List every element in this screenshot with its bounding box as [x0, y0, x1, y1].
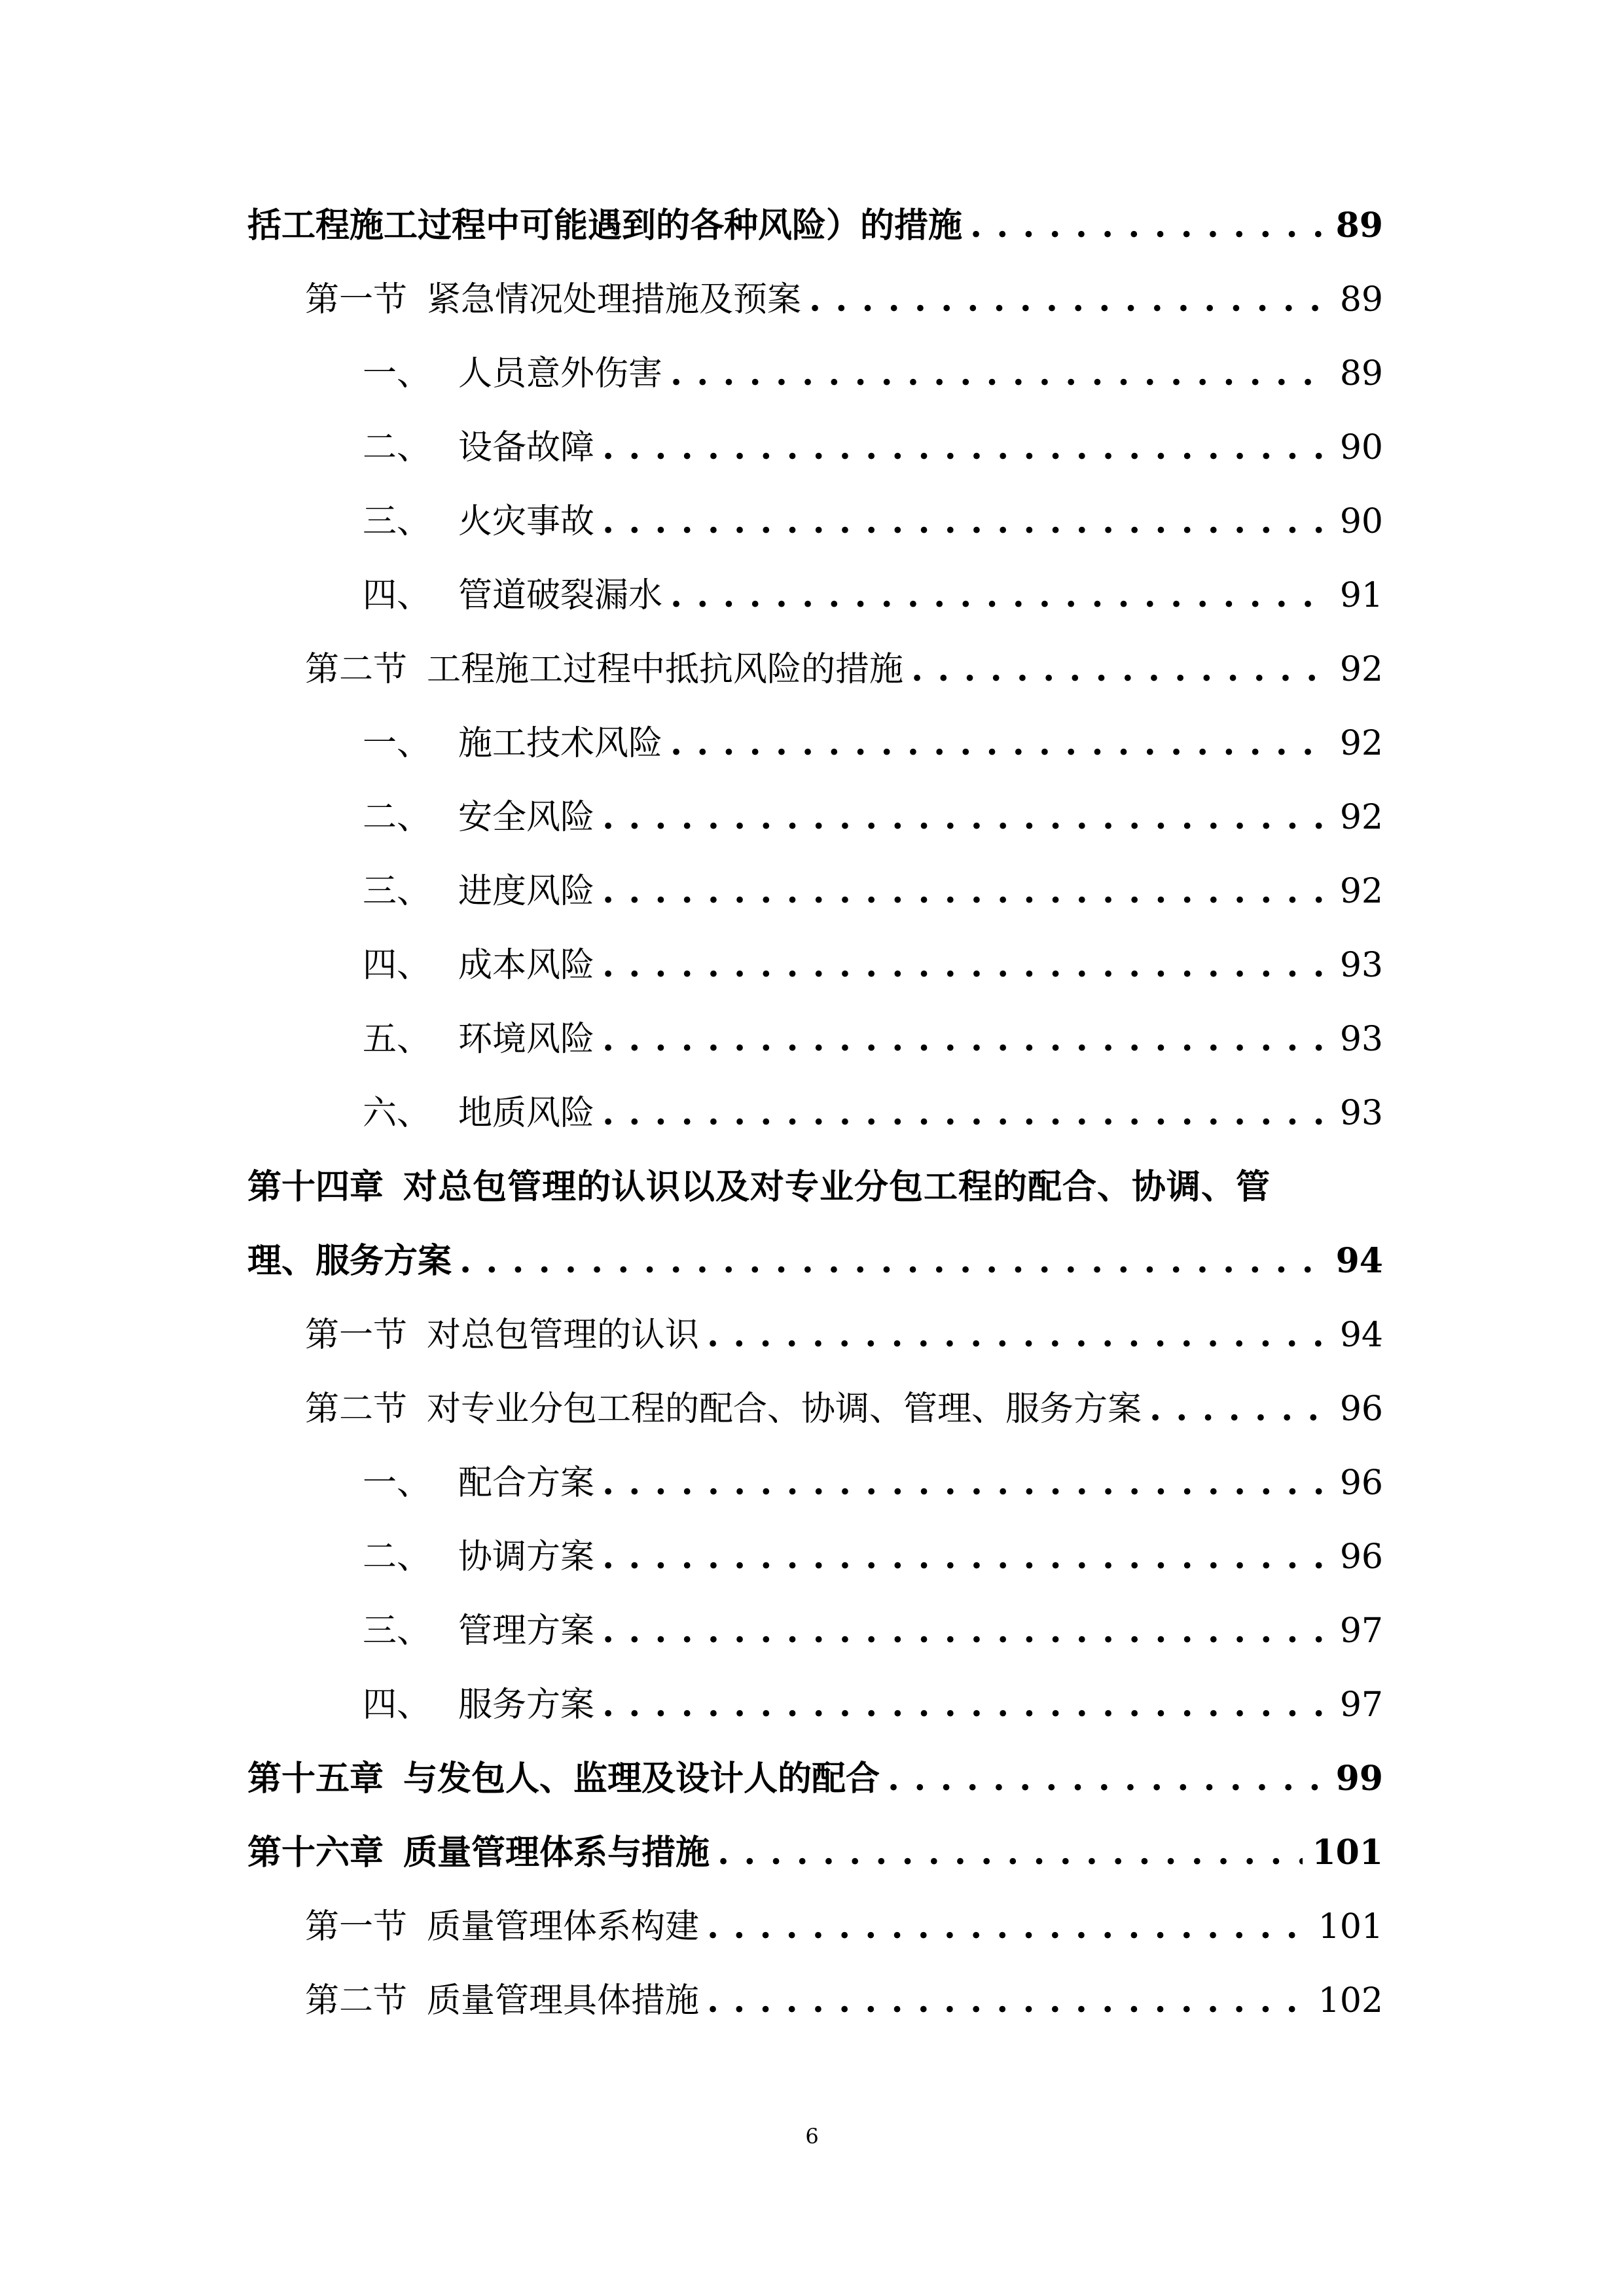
- toc-entry-page: 101: [1318, 1907, 1383, 1946]
- toc-entry[interactable]: [363, 1010, 1383, 1069]
- toc-entry[interactable]: [305, 1897, 1383, 1956]
- toc-entry-page: 97: [1339, 1685, 1383, 1725]
- toc-entry-title: 地质风险: [458, 1094, 595, 1133]
- toc-entry-title: 理、服务方案: [247, 1241, 452, 1281]
- toc-entry[interactable]: [363, 862, 1383, 921]
- toc-entry[interactable]: [363, 1454, 1383, 1513]
- toc-entry[interactable]: [363, 1602, 1383, 1660]
- toc-entry-prefix: 六、: [363, 1094, 431, 1133]
- toc-entry[interactable]: [363, 1676, 1383, 1734]
- toc-entry-page: 89: [1339, 354, 1383, 393]
- toc-entry-page: 94: [1339, 1316, 1383, 1355]
- toc-entry-page: 91: [1339, 576, 1383, 615]
- toc-entry-page: 90: [1339, 502, 1383, 541]
- toc-leader-dots: [707, 1971, 1309, 2030]
- toc-entry-page: 92: [1339, 798, 1383, 837]
- toc-entry[interactable]: [363, 492, 1383, 551]
- toc-entry-prefix: 第一节: [305, 280, 408, 319]
- toc-entry-title: 协调方案: [458, 1537, 595, 1577]
- toc-entry[interactable]: [363, 788, 1383, 847]
- toc-entry[interactable]: [363, 1528, 1383, 1587]
- toc-leader-dots: [602, 1676, 1331, 1734]
- toc-entry-page: 102: [1318, 1981, 1383, 2020]
- toc-entry-page: 93: [1339, 946, 1383, 985]
- toc-entry-prefix: 第二节: [305, 1390, 408, 1429]
- toc-leader-dots: [670, 344, 1331, 403]
- toc-entry-prefix: 二、: [363, 798, 431, 837]
- toc-leader-dots: [809, 270, 1331, 329]
- toc-entry-chapter-14[interactable]: [247, 1158, 1383, 1217]
- toc-entry-prefix: 第一节: [305, 1907, 408, 1946]
- toc-entry-page: 96: [1339, 1537, 1383, 1577]
- toc-entry-prefix: 五、: [363, 1020, 431, 1059]
- toc-entry-prefix: 第二节: [305, 650, 408, 689]
- toc-leader-dots: [717, 1823, 1303, 1882]
- toc-entry-page: 92: [1339, 724, 1383, 763]
- toc-leader-dots: [970, 196, 1327, 255]
- toc-entry-page: 89: [1335, 206, 1383, 245]
- toc-entry-prefix: 第十四章: [247, 1167, 384, 1207]
- toc-entry-title: 安全风险: [458, 798, 595, 837]
- toc-entry-title: 管道破裂漏水: [458, 576, 663, 615]
- toc-entry-prefix: 二、: [363, 1537, 431, 1577]
- toc-entry-prefix: 一、: [363, 354, 431, 393]
- toc-leader-dots: [602, 936, 1331, 995]
- toc-entry-title: 对总包管理的认识以及对专业分包工程的配合、协调、管: [403, 1167, 1271, 1207]
- toc-entry-page: 90: [1339, 428, 1383, 467]
- toc-leader-dots: [670, 714, 1331, 773]
- toc-entry[interactable]: [305, 1306, 1383, 1365]
- toc-entry-title: 与发包人、监理及设计人的配合: [403, 1759, 880, 1799]
- toc-leader-dots: [602, 1010, 1331, 1069]
- toc-entry-page: 96: [1339, 1463, 1383, 1503]
- toc-leader-dots: [707, 1897, 1309, 1956]
- toc-entry-title: 进度风险: [458, 872, 595, 911]
- toc-entry-page: 89: [1339, 280, 1383, 319]
- toc-leader-dots: [670, 566, 1331, 625]
- toc-entry-page: 99: [1335, 1759, 1383, 1799]
- toc-entry-title: 对专业分包工程的配合、协调、管理、服务方案: [427, 1390, 1142, 1429]
- toc-entry-page: 93: [1339, 1094, 1383, 1133]
- toc-entry-title: 对总包管理的认识: [427, 1316, 700, 1355]
- page-number: 6: [805, 2124, 819, 2149]
- toc-entry-page: 94: [1335, 1241, 1383, 1281]
- toc-entry-title: 质量管理体系与措施: [403, 1833, 710, 1873]
- toc-entry-page: 92: [1339, 872, 1383, 911]
- toc-leader-dots: [707, 1306, 1331, 1365]
- toc-entry-prefix: 四、: [363, 946, 431, 985]
- toc-entry-title: 管理方案: [458, 1611, 595, 1651]
- toc-leader-dots: [602, 788, 1331, 847]
- toc-entry[interactable]: [247, 1232, 1383, 1291]
- toc-leader-dots: [888, 1749, 1327, 1808]
- toc-entry-title: 设备故障: [458, 428, 595, 467]
- toc-entry-page: 93: [1339, 1020, 1383, 1059]
- toc-entry[interactable]: [247, 196, 1383, 255]
- toc-entry[interactable]: [363, 344, 1383, 403]
- toc-leader-dots: [602, 862, 1331, 921]
- toc-entry-title: 服务方案: [458, 1685, 595, 1725]
- toc-entry-prefix: 三、: [363, 1611, 431, 1651]
- toc-leader-dots: [1149, 1380, 1331, 1439]
- toc-entry-page: 92: [1339, 650, 1383, 689]
- toc-entry[interactable]: [305, 270, 1383, 329]
- toc-entry[interactable]: [305, 1380, 1383, 1439]
- toc-entry-title: 工程施工过程中抵抗风险的措施: [427, 650, 904, 689]
- toc-entry-prefix: 一、: [363, 724, 431, 763]
- toc-entry-prefix: 第一节: [305, 1316, 408, 1355]
- toc-entry-title: 人员意外伤害: [458, 354, 663, 393]
- toc-entry[interactable]: [363, 714, 1383, 773]
- toc-leader-dots: [460, 1232, 1327, 1291]
- toc-leader-dots: [602, 1528, 1331, 1587]
- toc-entry[interactable]: [363, 1084, 1383, 1143]
- toc-entry[interactable]: [363, 418, 1383, 477]
- toc-entry-title: 紧急情况处理措施及预案: [427, 280, 802, 319]
- toc-entry-title: 括工程施工过程中可能遇到的各种风险）的措施: [247, 206, 963, 245]
- toc-entry[interactable]: [363, 936, 1383, 995]
- toc-entry-title: 成本风险: [458, 946, 595, 985]
- toc-entry[interactable]: [363, 566, 1383, 625]
- toc-leader-dots: [602, 1454, 1331, 1513]
- toc-leader-dots: [602, 492, 1331, 551]
- toc-entry[interactable]: [305, 640, 1383, 699]
- toc-entry-title: 质量管理体系构建: [427, 1907, 700, 1946]
- toc-entry-prefix: 一、: [363, 1463, 431, 1503]
- toc-entry-page: 97: [1339, 1611, 1383, 1651]
- toc-leader-dots: [602, 1602, 1331, 1660]
- toc-entry-title: 火灾事故: [458, 502, 595, 541]
- toc-entry-page: 101: [1312, 1833, 1383, 1873]
- toc-entry-prefix: 三、: [363, 872, 431, 911]
- toc-entry[interactable]: [247, 1749, 1383, 1808]
- toc-entry-title: 质量管理具体措施: [427, 1981, 700, 2020]
- toc-entry-prefix: 四、: [363, 1685, 431, 1725]
- toc-entry-title: 环境风险: [458, 1020, 595, 1059]
- toc-entry-prefix: 第十六章: [247, 1833, 384, 1873]
- toc-entry-prefix: 第二节: [305, 1981, 408, 2020]
- toc-entry-title: 施工技术风险: [458, 724, 663, 763]
- toc-entry[interactable]: [305, 1971, 1383, 2030]
- toc-leader-dots: [602, 418, 1331, 477]
- toc-entry-prefix: 第十五章: [247, 1759, 384, 1799]
- toc-leader-dots: [602, 1084, 1331, 1143]
- toc-entry-prefix: 二、: [363, 428, 431, 467]
- toc-entry-title: 配合方案: [458, 1463, 595, 1503]
- toc-entry-prefix: 三、: [363, 502, 431, 541]
- toc-entry-page: 96: [1339, 1390, 1383, 1429]
- toc-leader-dots: [911, 640, 1331, 699]
- toc-entry[interactable]: [247, 1823, 1383, 1882]
- toc-entry-prefix: 四、: [363, 576, 431, 615]
